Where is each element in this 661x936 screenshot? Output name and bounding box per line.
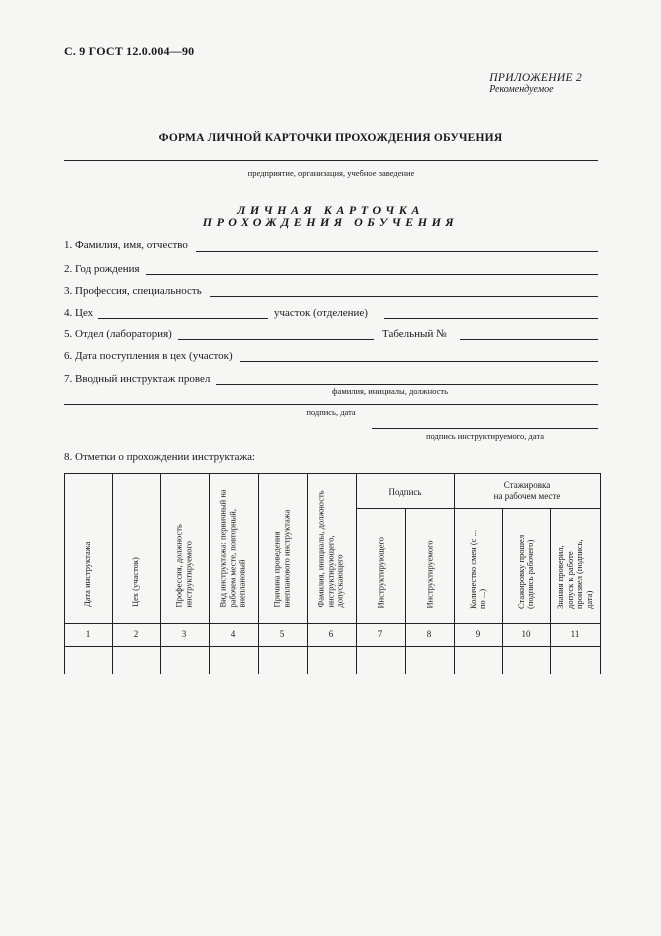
col-header-reason-text: Причина проведения внепланового инструктажа: [271, 509, 291, 608]
col-header-sign-instructor: [357, 523, 406, 609]
table-top-border: [64, 473, 600, 474]
organization-caption: предприятие, организация, учебное заведение: [247, 168, 415, 178]
group-header-internship-line1: Стажировка: [503, 480, 551, 490]
col-header-knowledge-checked: [550, 523, 600, 609]
col-header-reason: [258, 488, 307, 608]
appendix-number: ПРИЛОЖЕНИЕ 2: [489, 72, 582, 84]
col-header-workshop-text: Цех (участок): [130, 557, 141, 607]
trainee-signature-line[interactable]: [372, 428, 598, 429]
signature-line[interactable]: [64, 404, 598, 405]
signature-caption: подпись, дата: [306, 407, 356, 417]
col-number: 4: [230, 629, 236, 639]
field-induction-caption: фамилия, инициалы, должность: [332, 386, 448, 396]
field-personnel-number-label: Табельный №: [382, 328, 447, 340]
field-birth-year-label: 2. Год рождения: [64, 263, 140, 275]
col-number: 11: [570, 629, 580, 639]
col-header-internship-passed-text: Стажировку прошел (подпись рабочего): [515, 534, 535, 609]
col-header-internship-passed: [502, 523, 550, 609]
group-header-signature: Подпись: [388, 487, 422, 497]
appendix-status: Рекомендуемое: [489, 84, 554, 95]
col-header-date-text: Дата инструктажа: [82, 541, 93, 607]
col-header-instructor-name-text: Фамилия, инициалы, должность инструктирующего, допускающего: [315, 490, 345, 608]
field-full-name-label: 1. Фамилия, имя, отчество: [64, 239, 188, 251]
field-start-date-line[interactable]: [240, 361, 598, 362]
field-start-date-label: 6. Дата поступления в цех (участок): [64, 350, 233, 362]
table-numbers-bottom: [64, 646, 600, 647]
field-profession-label: 3. Профессия, специальность: [64, 285, 202, 297]
col-number: 8: [426, 629, 432, 639]
card-title-line2: ПРОХОЖДЕНИЯ ОБУЧЕНИЯ: [202, 215, 459, 229]
group-header-internship: [454, 480, 600, 502]
col-header-instruction-type: [209, 488, 258, 608]
col-header-date: [64, 487, 112, 607]
col-header-knowledge-checked-text: Знания проверил, допуск к работе произвел (подпись, дата): [555, 539, 594, 609]
col-header-instruction-type-text: Вид инструктажа: первичный на рабочем месте, повторный, внеплановый: [217, 489, 247, 608]
field-induction-label: 7. Вводный инструктаж провел: [64, 373, 211, 385]
field-full-name-line[interactable]: [196, 251, 598, 252]
col-header-shift-count: [454, 523, 502, 609]
table-header-bottom: [64, 623, 600, 624]
col-header-profession: [160, 488, 209, 608]
field-birth-year-line[interactable]: [146, 274, 598, 275]
organization-line: [64, 160, 598, 161]
col-header-sign-trainee: [406, 523, 455, 609]
col-number: 2: [133, 629, 139, 639]
field-profession-line[interactable]: [210, 296, 598, 297]
field-personnel-number-line[interactable]: [460, 339, 598, 340]
col-header-shift-count-text: Количество смен (с ... по ...): [467, 530, 487, 609]
form-title: ФОРМА ЛИЧНОЙ КАРТОЧКИ ПРОХОЖДЕНИЯ ОБУЧЕНИЯ: [158, 132, 503, 144]
col-number: 10: [521, 629, 531, 639]
field-department-line[interactable]: [178, 339, 374, 340]
table-group-divider: [356, 508, 600, 509]
group-header-internship-line2: на рабочем месте: [493, 491, 561, 501]
col-number: 3: [181, 629, 187, 639]
col-header-sign-instructor-text: Инструктирующего: [375, 536, 386, 609]
col-number: 5: [279, 629, 285, 639]
col-header-sign-trainee-text: Инструктируемого: [424, 540, 435, 609]
col-number: 1: [85, 629, 91, 639]
field-induction-line[interactable]: [216, 384, 598, 385]
appendix-label: [489, 72, 582, 96]
field-instruction-marks-label: 8. Отметки о прохождении инструктажа:: [64, 451, 256, 463]
table-col-border: [600, 473, 601, 674]
field-workshop-label: 4. Цех: [64, 307, 94, 319]
col-header-instructor-name: [307, 488, 356, 608]
col-number: 6: [328, 629, 334, 639]
col-header-workshop: [112, 487, 160, 607]
field-section-line[interactable]: [384, 318, 598, 319]
field-department-label: 5. Отдел (лаборатория): [64, 328, 172, 340]
col-header-profession-text: Профессия, должность инструктируемого: [173, 524, 193, 608]
field-workshop-line[interactable]: [98, 318, 268, 319]
page-reference: С. 9 ГОСТ 12.0.004—90: [64, 44, 195, 58]
field-section-label: участок (отделение): [274, 307, 368, 319]
trainee-signature-caption: подпись инструктируемого, дата: [425, 431, 545, 441]
col-number: 9: [475, 629, 481, 639]
card-title-line1: ЛИЧНАЯ КАРТОЧКА: [237, 203, 424, 217]
col-number: 7: [377, 629, 383, 639]
